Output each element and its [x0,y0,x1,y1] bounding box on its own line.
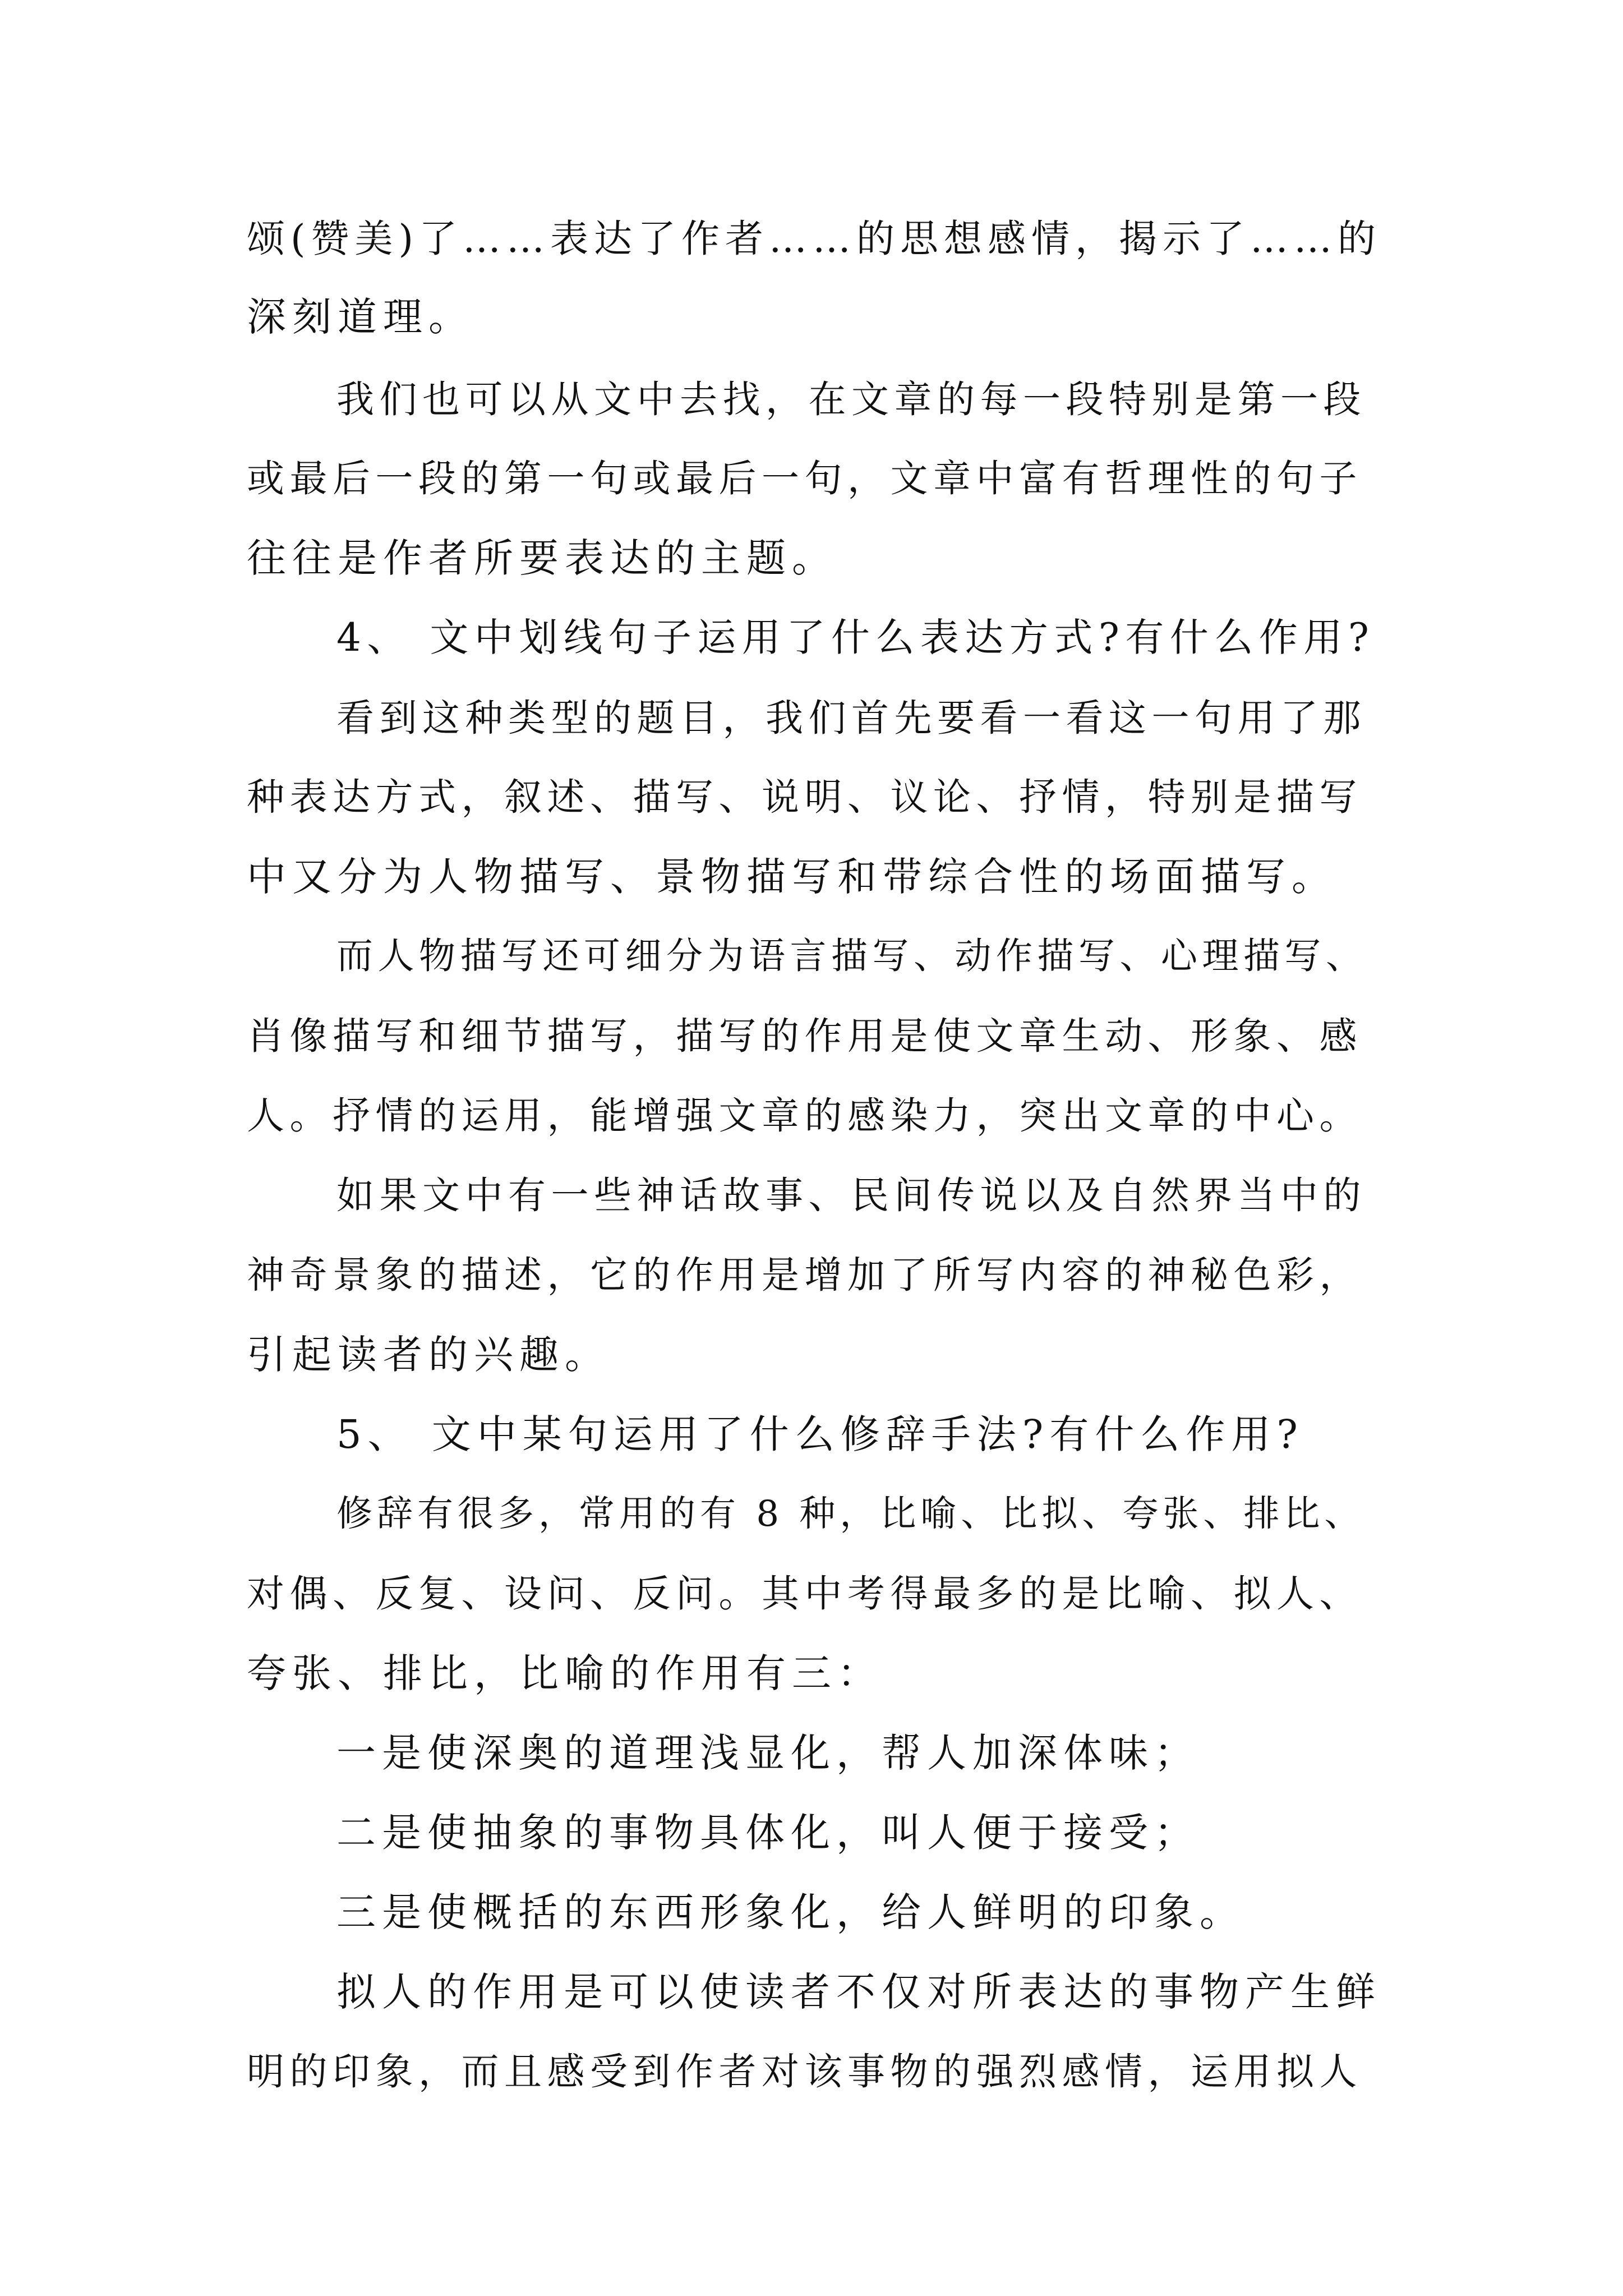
text-line: 三是使概括的东西形象化，给人鲜明的印象。 [336,1889,1245,1935]
text-line: 往往是作者所要表达的主题。 [247,535,837,581]
text-line: 对偶、反复、设问、反问。其中考得最多的是比喻、拟人、 [247,1572,1362,1616]
text-line: 肖像描写和细节描写，描写的作用是使文章生动、形象、感 [247,1014,1362,1058]
text-line: 中又分为人物描写、景物描写和带综合性的场面描写。 [247,854,1337,900]
text-line: 二是使抽象的事物具体化，叫人便于接受； [336,1810,1200,1856]
text-line: 神奇景象的描述，它的作用是增加了所写内容的神秘色彩， [247,1253,1362,1297]
text-line: 如果文中有一些神话故事、民间传说以及自然界当中的 [336,1174,1366,1217]
text-line: 深刻道理。 [247,294,474,340]
text-line: 我们也可以从文中去找，在文章的每一段特别是第一段 [336,378,1366,421]
text-line: 引起读者的兴趣。 [247,1332,610,1378]
question-heading: 4、 文中划线句子运用了什么表达方式?有什么作用? [336,615,1375,660]
text-line: 而人物描写还可细分为语言描写、动作描写、心理描写、 [336,935,1367,977]
text-line: 夸张、排比，比喻的作用有三： [247,1650,883,1696]
text-line: 一是使深奥的道理浅显化，帮人加深体味； [336,1730,1200,1776]
text-line: 修辞有很多，常用的有 8 种，比喻、比拟、夸张、排比、 [336,1493,1365,1535]
text-line: 颂(赞美)了……表达了作者……的思想感情，揭示了……的 [247,217,1382,261]
text-line: 人。抒情的运用，能增强文章的感染力，突出文章的中心。 [247,1094,1362,1138]
text-line: 拟人的作用是可以使读者不仅对所表达的事物产生鲜 [336,1969,1381,2015]
text-line: 或最后一段的第一句或最后一句，文章中富有哲理性的句子 [247,457,1362,500]
text-line: 明的印象，而且感受到作者对该事物的强烈感情，运用拟人 [247,2050,1362,2093]
text-line: 种表达方式，叙述、描写、说明、议论、抒情，特别是描写 [247,775,1362,819]
text-line: 看到这种类型的题目，我们首先要看一看这一句用了那 [336,696,1366,740]
question-heading: 5、 文中某句运用了什么修辞手法?有什么作用? [336,1411,1304,1457]
